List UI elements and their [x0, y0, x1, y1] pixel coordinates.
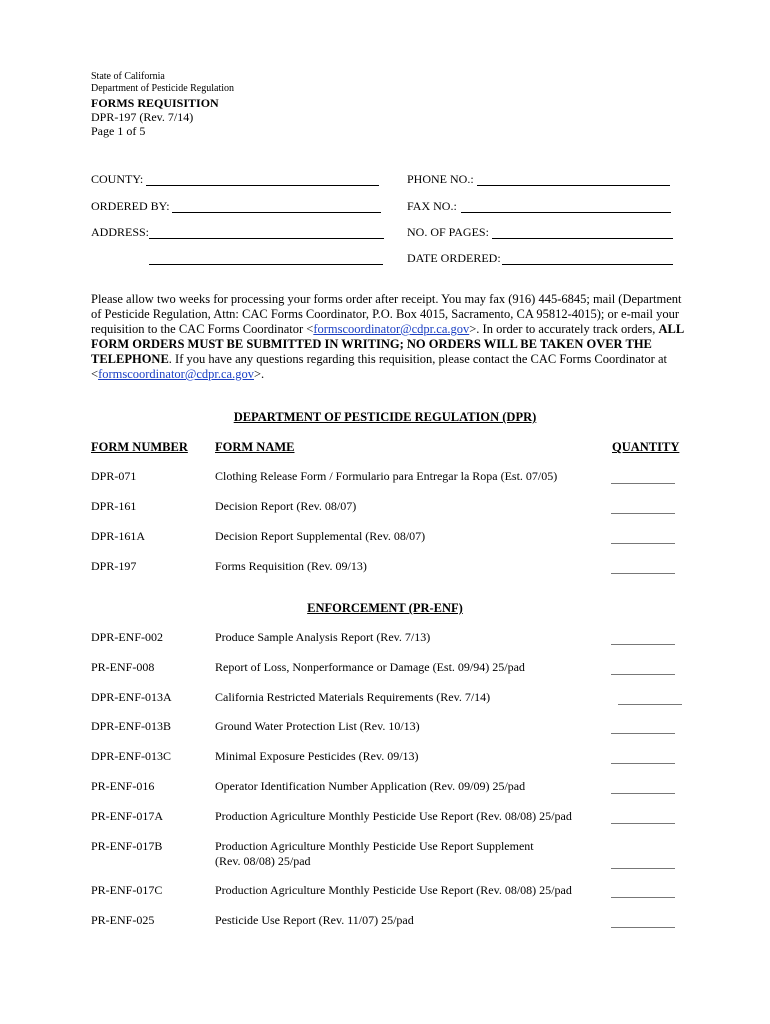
- form-name: Ground Water Protection List (Rev. 10/13): [215, 719, 420, 733]
- instructions-text-4: >.: [253, 367, 265, 381]
- form-number: DPR-161: [91, 499, 137, 513]
- form-number: DPR-ENF-013C: [91, 749, 172, 763]
- form-number: PR-ENF-017A: [91, 809, 164, 823]
- date-ordered-field[interactable]: [502, 264, 673, 265]
- column-header-form-number: FORM NUMBER: [91, 440, 188, 454]
- form-number: DPR-ENF-013B: [91, 719, 172, 733]
- quantity-field[interactable]: [618, 704, 682, 705]
- form-number: PR-ENF-017B: [91, 839, 163, 853]
- email-link-2[interactable]: formscoordinator@cdpr.ca.gov: [98, 367, 254, 381]
- quantity-field[interactable]: [611, 483, 675, 484]
- form-number: DPR-161A: [91, 529, 146, 543]
- enforcement-section-heading: ENFORCEMENT (PR-ENF): [307, 601, 463, 615]
- form-number: DPR-ENF-013A: [91, 690, 172, 704]
- form-name: Minimal Exposure Pesticides (Rev. 09/13): [215, 749, 419, 763]
- ordered-by-field[interactable]: [172, 212, 381, 213]
- ordered-by-label: ORDERED BY:: [91, 199, 170, 213]
- county-label: COUNTY:: [91, 172, 144, 186]
- quantity-field[interactable]: [611, 868, 675, 869]
- date-ordered-label: DATE ORDERED:: [407, 251, 501, 265]
- address-field-line-2[interactable]: [149, 264, 383, 265]
- form-name: California Restricted Materials Requirements (Rev. 7/14): [215, 690, 491, 704]
- form-name: Operator Identification Number Application (Rev. 09/09) 25/pad: [215, 779, 526, 793]
- email-link-1[interactable]: formscoordinator@cdpr.ca.gov: [313, 322, 470, 336]
- form-name: Clothing Release Form / Formulario para Entregar la Ropa (Est. 07/05): [215, 469, 558, 483]
- form-name: Decision Report Supplemental (Rev. 08/07): [215, 529, 426, 543]
- form-number: PR-ENF-017C: [91, 883, 163, 897]
- instructions-text-3: . If you have any questions regarding this requisition, please contact the CAC Forms Coordinator at <: [91, 352, 667, 381]
- quantity-field[interactable]: [611, 674, 675, 675]
- form-name: Production Agriculture Monthly Pesticide Use Report Supplement: [215, 839, 534, 853]
- form-id: DPR-197 (Rev. 7/14): [91, 110, 194, 124]
- phone-field[interactable]: [477, 185, 670, 186]
- quantity-field[interactable]: [611, 644, 675, 645]
- pages-field[interactable]: [492, 238, 673, 239]
- instructions-paragraph: [91, 292, 691, 382]
- form-name: Production Agriculture Monthly Pesticide Use Report (Rev. 08/08) 25/pad: [215, 809, 572, 823]
- written-orders-notice: ALL FORM ORDERS MUST BE SUBMITTED IN WRITING; NO ORDERS WILL BE TAKEN OVER THE TELEPHONE: [91, 322, 684, 366]
- quantity-field[interactable]: [611, 927, 675, 928]
- form-number: PR-ENF-008: [91, 660, 155, 674]
- form-number: DPR-ENF-002: [91, 630, 164, 644]
- quantity-field[interactable]: [611, 573, 675, 574]
- form-name: Decision Report (Rev. 08/07): [215, 499, 357, 513]
- fax-label: FAX NO.:: [407, 199, 457, 213]
- fax-field[interactable]: [461, 212, 671, 213]
- form-number: PR-ENF-025: [91, 913, 155, 927]
- quantity-field[interactable]: [611, 733, 675, 734]
- dpr-section-heading: DEPARTMENT OF PESTICIDE REGULATION (DPR): [233, 410, 537, 424]
- quantity-field[interactable]: [611, 823, 675, 824]
- county-field[interactable]: [146, 185, 379, 186]
- state-name: State of California: [91, 71, 165, 82]
- form-number: PR-ENF-016: [91, 779, 155, 793]
- instructions-text-1: Please allow two weeks for processing your forms order after receipt. You may fax (916) 445-6845; mail (Department of Pesticide Regulation, Attn: CAC Forms Coordinator, P.O. Box 4015, Sacramento, CA 95812-4015); or e-mail your requisition to the CAC Forms Coordinator <: [91, 292, 682, 336]
- phone-label: PHONE NO.:: [407, 172, 474, 186]
- form-name: Production Agriculture Monthly Pesticide Use Report (Rev. 08/08) 25/pad: [215, 883, 572, 897]
- form-name-continued: (Rev. 08/08) 25/pad: [215, 854, 311, 868]
- form-number: DPR-071: [91, 469, 137, 483]
- form-name: Forms Requisition (Rev. 09/13): [215, 559, 367, 573]
- address-label: ADDRESS:: [91, 225, 150, 239]
- pages-label: NO. OF PAGES:: [407, 225, 489, 239]
- column-header-quantity: QUANTITY: [612, 440, 680, 454]
- quantity-field[interactable]: [611, 763, 675, 764]
- address-field-line-1[interactable]: [149, 238, 384, 239]
- quantity-field[interactable]: [611, 897, 675, 898]
- column-header-form-name: FORM NAME: [215, 440, 295, 454]
- quantity-field[interactable]: [611, 793, 675, 794]
- department-name: Department of Pesticide Regulation: [91, 83, 235, 94]
- form-number: DPR-197: [91, 559, 137, 573]
- form-name: Produce Sample Analysis Report (Rev. 7/13): [215, 630, 431, 644]
- instructions-text-2: >. In order to accurately track orders,: [469, 322, 659, 336]
- page-number: Page 1 of 5: [91, 124, 146, 138]
- form-title: FORMS REQUISITION: [91, 96, 219, 110]
- quantity-field[interactable]: [611, 543, 675, 544]
- form-name: Report of Loss, Nonperformance or Damage (Est. 09/94) 25/pad: [215, 660, 525, 674]
- quantity-field[interactable]: [611, 513, 675, 514]
- form-name: Pesticide Use Report (Rev. 11/07) 25/pad: [215, 913, 414, 927]
